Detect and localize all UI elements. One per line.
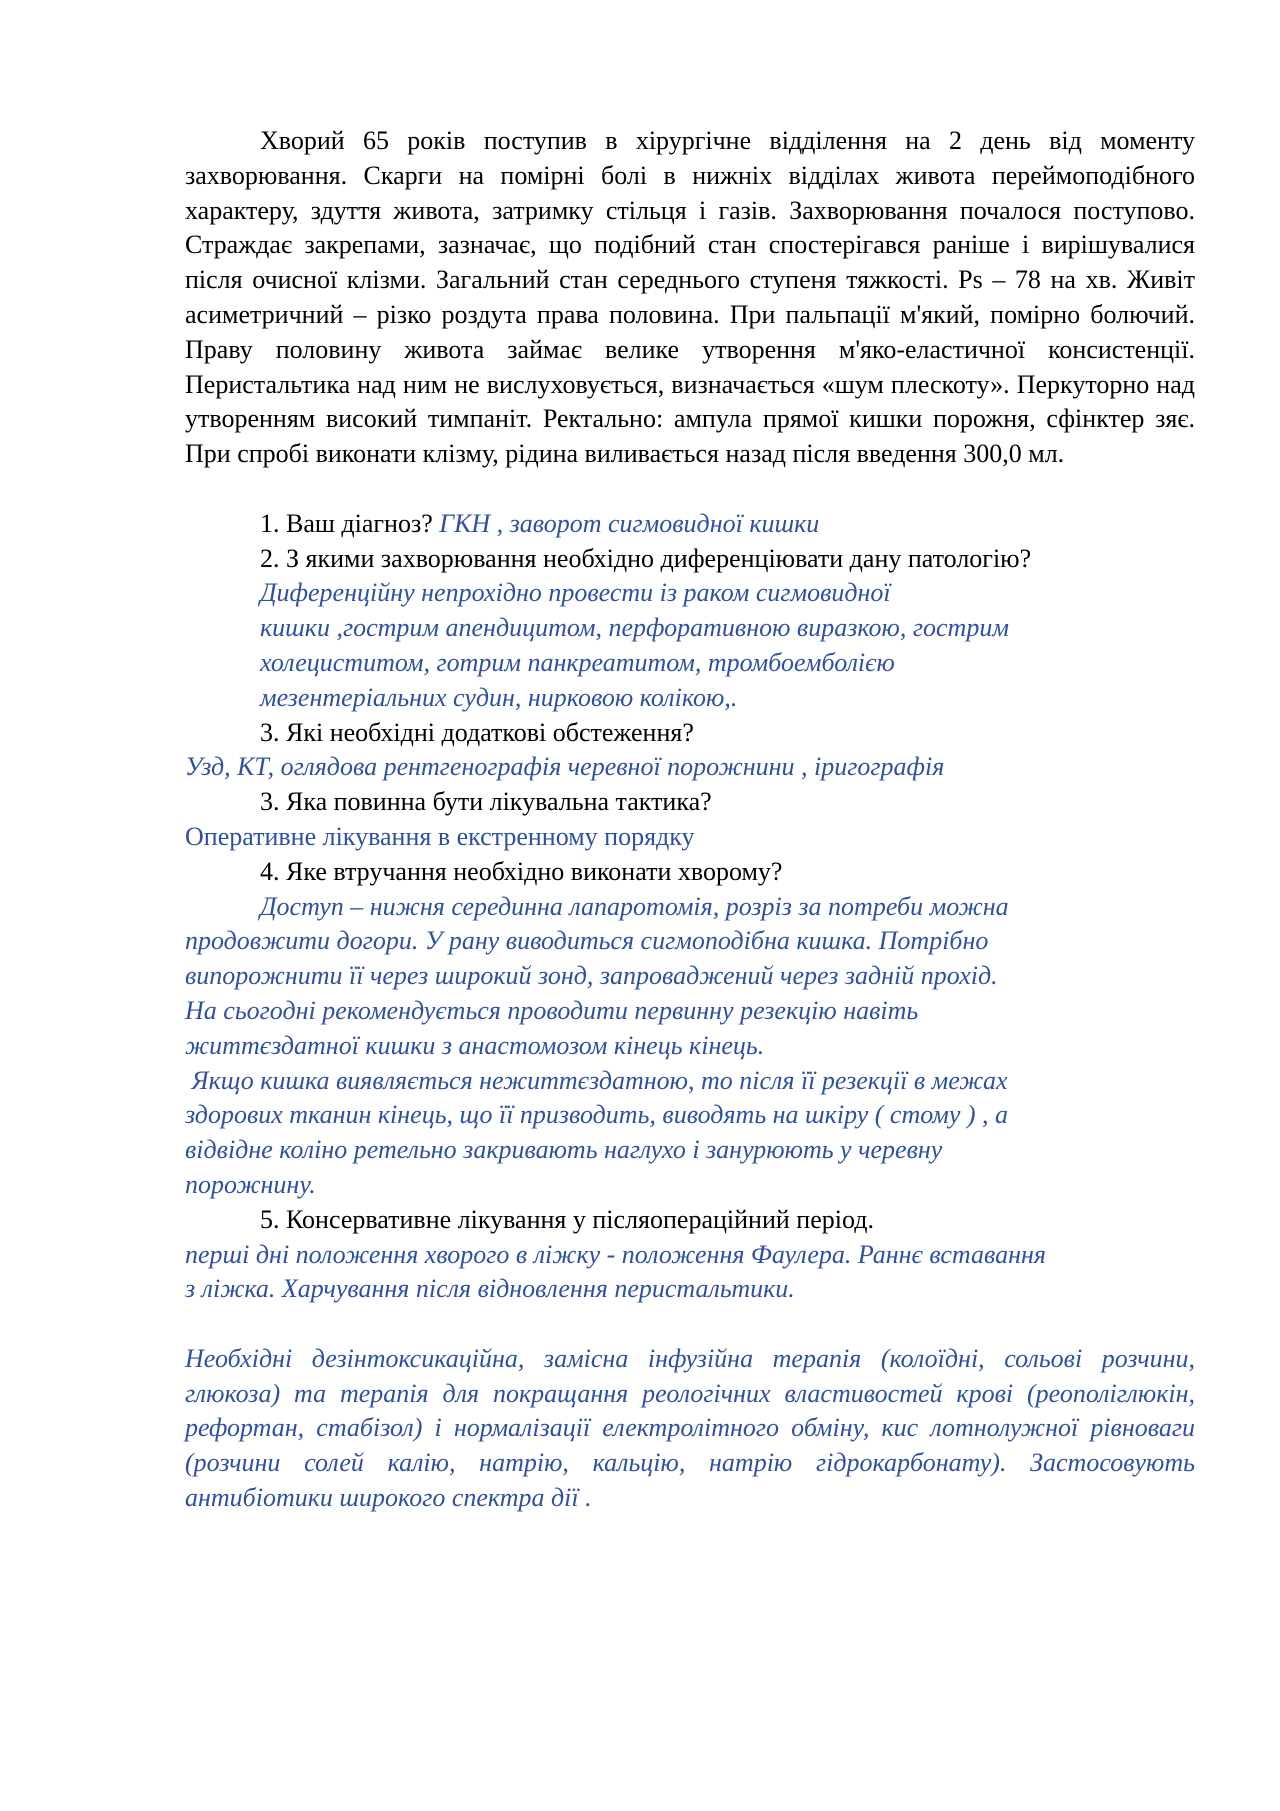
question-4-label: 4. Яке втручання необхідно виконати хворому? [260,856,783,886]
question-2-answer-line: Диференційну непрохідно провести із раком сигмовидної [260,578,891,608]
question-4-answer-line: випорожнити її через широкий зонд, запроваджений через задній прохід. [185,961,998,991]
question-2-answer-line: кишки ,гострим апендицитом, перфоративною виразкою, гострим [260,613,1009,643]
question-3-answer: Узд, КТ, оглядова рентгенографія черевної порожнини , іригографія [185,752,945,782]
question-5-answer-line: з ліжка. Харчування після відновлення перистальтики. [185,1274,795,1304]
question-4-answer-line: Доступ – нижня серединна лапаротомія, розріз за потреби можна [260,891,1009,921]
question-4-answer-line: відвідне коліно ретельно закривають наглухо і занурюють у черевну [185,1135,943,1165]
question-4-answer-line: продовжити догори. У рану виводиться сигмоподібна кишка. Потрібно [185,926,989,956]
question-4-answer-line: здорових тканин кінець, що її призводить, виводять на шкіру ( стому ) , а [185,1100,1009,1130]
question-1 [185,507,1195,542]
document-page [185,124,1195,1516]
question-1-label: 1. Ваш діагноз? [260,508,433,538]
case-description: Хворий 65 років поступив в хірургічне відділення на 2 день від моменту захворювання. Скарги на помірні болі в нижніх відділах живота переймоподібного характеру, здуття живота, затримку стільця і газів. Захворювання почалося поступово. Страждає закрепами, зазначає, що подібний стан спостерігався раніше і вирішувалися після очисної клізми. Загальний стан середнього ступеня тяжкості. Ps – 78 на хв. Живіт асиметричний – різко роздута права половина. При пальпації м'який, помірно болючий. Праву половину живота займає велике утворення м'яко-еластичної консистенції. Перистальтика над ним не вислуховується, визначається «шум плескоту». Перкуторно над утворенням високий тимпаніт. Ректально: ампула прямої кишки порожня, сфінктер зяє. При спробі виконати клізму, рідина виливається назад після введення 300,0 мл. [185,126,1195,469]
question-3b-label: 3. Яка повинна бути лікувальна тактика? [260,787,712,817]
question-4-answer-line: життєздатної кишки з анастомозом кінець кінець. [185,1030,765,1060]
question-2-answer-line: мезентеріальних судин, нирковою колікою,. [260,682,738,712]
question-4-answer-line: порожнину. [185,1169,316,1199]
question-3b-answer: Оперативне лікування в екстренному порядку [185,821,695,851]
question-4-answer-line: Якщо кишка виявляється нежиттєздатною, то після її резекції в межах [185,1065,1008,1095]
question-2-label: 2. З якими захворювання необхідно диференціювати дану патологію? [260,543,1032,573]
question-5-answer-line: перші дні положення хворого в ліжку - положення Фаулера. Раннє вставання [185,1239,1046,1269]
question-2-answer-line: холециститом, готрим панкреатитом, тромбоемболією [260,647,895,677]
question-5-answer-paragraph: Необхідні дезінтоксикаційна, замісна інфузійна терапія (колоїдні, сольові розчини, глюкоза) та терапія для покращання реологічних властивостей крові (реополіглюкін, рефортан, стабізол) і нормалізації електролітного обміну, кис лотнолужної рівноваги (розчини солей калію, натрію, кальцію, натрію гідрокарбонату). Застосовують антибіотики широкого спектра дії . [185,1343,1195,1513]
question-3-label: 3. Які необхідні додаткові обстеження? [260,717,694,747]
spacer [185,472,1195,507]
spacer [185,1307,1195,1342]
question-5-label: 5. Консервативне лікування у післяопераційний період. [260,1204,874,1234]
question-1-answer: ГКН , заворот сигмовидної кишки [439,508,820,538]
question-4-answer-line: На сьогодні рекомендується проводити первинну резекцію навіть [185,995,919,1025]
